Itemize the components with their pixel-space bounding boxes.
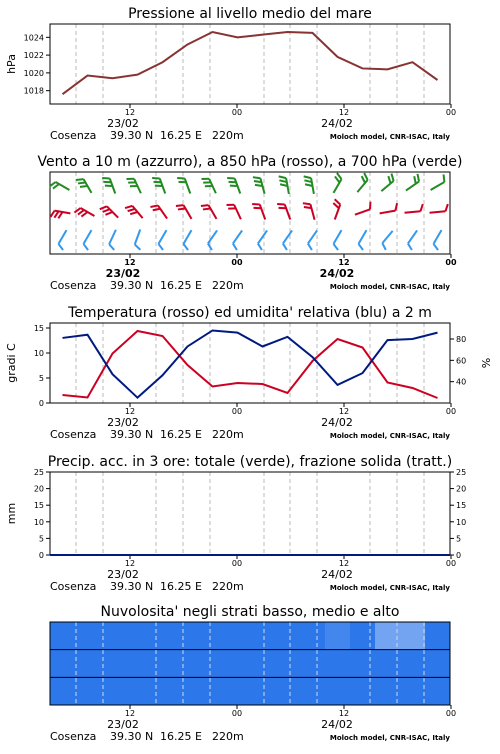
date-label: 23/02: [107, 416, 139, 429]
chart-title: Precip. acc. in 3 ore: totale (verde), frazione solida (tratt.): [47, 454, 453, 470]
plot-frame: [50, 323, 450, 403]
wind-barb: [125, 204, 143, 223]
cloud-cell: [350, 622, 376, 650]
cloud-cell: [225, 622, 251, 650]
y-tick-label: 1018: [23, 86, 44, 96]
cloud-cell: [425, 622, 451, 650]
cloud-cell: [300, 622, 326, 650]
chart-title: Nuvolosita' negli strati basso, medio e alto: [100, 604, 400, 620]
model-credit: Moloch model, CNR-ISAC, Italy: [329, 584, 450, 592]
date-label: 24/02: [321, 568, 353, 581]
wind-barb: [427, 174, 447, 190]
y2-tick-label: 60: [456, 356, 467, 366]
date-label: 23/02: [107, 718, 139, 731]
cloud-cell: [225, 677, 251, 705]
cloud-cell: [250, 650, 276, 678]
y2-tick-label: 15: [456, 501, 467, 511]
y2-tick-label: 25: [456, 468, 467, 477]
cloud-cell: [250, 622, 276, 650]
wind-barb: [201, 202, 217, 222]
y-axis-label: mm: [5, 502, 18, 525]
wind-barb: [202, 176, 216, 196]
time-tick-label: 00: [231, 559, 243, 568]
time-tick-label: 12: [338, 709, 350, 718]
station-lon: 16.25 E: [160, 730, 202, 743]
cloud-cell: [325, 650, 351, 678]
cloud-cell: [150, 677, 176, 705]
wind-barb: [327, 173, 343, 193]
y2-tick-label: 5: [456, 534, 462, 544]
wind-barb: [252, 202, 265, 222]
time-tick-label: 00: [231, 108, 243, 117]
model-credit: Moloch model, CNR-ISAC, Italy: [329, 283, 450, 291]
wind-barb: [378, 203, 398, 213]
station-name: Cosenza: [50, 580, 97, 593]
y-tick-label: 15: [33, 324, 44, 333]
wind-barb: [152, 176, 165, 196]
cloud-cell: [275, 650, 301, 678]
wind-barb: [57, 230, 73, 250]
wind-barb: [157, 230, 173, 250]
time-tick-label: 12: [124, 258, 136, 267]
pressure-line: [63, 32, 438, 94]
cloud-cell: [150, 622, 176, 650]
humidity-line: [63, 330, 438, 397]
y-tick-label: 5: [38, 374, 44, 383]
wind-barb: [227, 176, 240, 196]
station-lon: 16.25 E: [160, 580, 202, 593]
wind-barb: [76, 176, 92, 196]
wind-barb: [432, 230, 448, 250]
wind-barb: [304, 175, 314, 195]
y-tick-label: 1022: [23, 51, 44, 61]
station-lat: 39.30 N: [110, 580, 154, 593]
station-alt: 220m: [212, 730, 244, 743]
station-lon: 16.25 E: [160, 428, 202, 441]
station-alt: 220m: [212, 129, 244, 142]
cloud-cell: [400, 677, 426, 705]
date-label: 23/02: [105, 267, 141, 280]
station-alt: 220m: [212, 279, 244, 292]
wind-barb: [277, 202, 290, 222]
y-tick-label: 10: [33, 517, 44, 527]
cloud-cell: [225, 650, 251, 678]
time-tick-label: 00: [445, 258, 457, 267]
time-tick-label: 00: [445, 709, 457, 718]
wind-barb: [281, 230, 298, 250]
wind-barb: [429, 204, 449, 213]
time-tick-label: 00: [231, 407, 243, 416]
chart-title: Temperatura (rosso) ed umidita' relativa (blu) a 2 m: [68, 305, 432, 321]
wind-barb: [134, 229, 147, 249]
cloud-cell: [300, 650, 326, 678]
station-lon: 16.25 E: [160, 129, 202, 142]
cloud-cell: [50, 622, 76, 650]
wind-barb: [50, 210, 70, 220]
model-credit: Moloch model, CNR-ISAC, Italy: [329, 432, 450, 440]
wind-barb: [402, 174, 422, 191]
time-tick-label: 12: [338, 559, 350, 568]
chart-title: Pressione al livello medio del mare: [128, 6, 372, 22]
y-tick-label: 0: [38, 551, 44, 560]
wind-barb: [82, 230, 98, 250]
y-axis-label: gradi C: [5, 343, 18, 383]
cloud-cell: [100, 622, 126, 650]
wind-barb: [380, 231, 398, 250]
y-tick-label: 1020: [23, 68, 44, 78]
time-tick-label: 00: [445, 108, 457, 117]
station-lon: 16.25 E: [160, 279, 202, 292]
wind-barb: [404, 204, 424, 213]
y-tick-label: 25: [33, 468, 44, 477]
cloud-cell: [125, 650, 151, 678]
cloud-cell: [100, 650, 126, 678]
y2-tick-label: 80: [456, 335, 467, 344]
time-tick-label: 00: [231, 258, 243, 267]
wind-barb: [306, 230, 323, 250]
wind-barb: [206, 230, 223, 250]
cloud-cell: [175, 677, 201, 705]
cloud-cell: [75, 622, 101, 650]
time-tick-label: 00: [445, 559, 457, 568]
model-credit: Moloch model, CNR-ISAC, Italy: [329, 133, 450, 141]
wind-barb: [332, 230, 348, 250]
date-label: 23/02: [107, 568, 139, 581]
wind-barb: [406, 230, 423, 250]
wind-barb: [150, 203, 167, 223]
wind-barb: [328, 199, 341, 219]
cloud-cell: [425, 650, 451, 678]
station-name: Cosenza: [50, 279, 97, 292]
time-tick-label: 12: [338, 407, 350, 416]
cloud-cell: [50, 650, 76, 678]
date-label: 24/02: [319, 267, 355, 280]
cloud-cell: [425, 677, 451, 705]
model-credit: Moloch model, CNR-ISAC, Italy: [329, 734, 450, 742]
cloud-cell: [125, 622, 151, 650]
wind-barb: [127, 176, 141, 196]
wind-barb: [357, 230, 373, 250]
cloud-cell: [200, 650, 226, 678]
y-tick-label: 20: [33, 484, 44, 494]
time-tick-label: 00: [231, 709, 243, 718]
y-tick-label: 15: [33, 501, 44, 511]
station-name: Cosenza: [50, 730, 97, 743]
y-tick-label: 10: [33, 349, 44, 358]
wind-barb: [377, 174, 396, 192]
cloud-cell: [200, 622, 226, 650]
cloud-cell: [175, 650, 201, 678]
y2-tick-label: 10: [456, 517, 467, 527]
wind-barb: [353, 202, 373, 215]
wind-barb: [49, 181, 69, 197]
station-name: Cosenza: [50, 428, 97, 441]
y-tick-label: 1024: [23, 33, 44, 43]
wind-barb: [177, 176, 190, 196]
date-label: 24/02: [321, 416, 353, 429]
wind-barb: [231, 230, 248, 250]
wind-barb: [227, 202, 241, 222]
cloud-cell: [275, 622, 301, 650]
wind-barb: [74, 207, 94, 223]
cloud-cell: [50, 677, 76, 705]
wind-barb: [108, 230, 122, 250]
wind-barb: [279, 175, 289, 195]
cloud-cell: [75, 650, 101, 678]
cloud-cell: [400, 622, 426, 650]
wind-barb: [303, 201, 315, 221]
y2-tick-label: 0: [456, 551, 462, 560]
wind-barb: [100, 204, 118, 222]
cloud-cell: [400, 650, 426, 678]
date-label: 24/02: [321, 117, 353, 130]
station-lat: 39.30 N: [110, 279, 154, 292]
cloud-cell: [175, 622, 201, 650]
time-tick-label: 12: [338, 258, 350, 267]
wind-barb: [176, 202, 192, 222]
y2-axis-label: %: [480, 357, 493, 369]
time-tick-label: 12: [124, 709, 136, 718]
time-tick-label: 12: [338, 108, 350, 117]
cloud-cell: [250, 677, 276, 705]
temperature-line: [63, 331, 438, 398]
cloud-cell: [125, 677, 151, 705]
date-label: 23/02: [107, 117, 139, 130]
station-name: Cosenza: [50, 129, 97, 142]
y2-tick-label: 40: [456, 377, 467, 387]
date-label: 24/02: [321, 718, 353, 731]
station-lat: 39.30 N: [110, 129, 154, 142]
cloud-cell: [300, 677, 326, 705]
cloud-cell: [100, 677, 126, 705]
station-lat: 39.30 N: [110, 428, 154, 441]
y2-tick-label: 20: [456, 484, 467, 494]
plot-frame: [50, 472, 450, 555]
cloud-cell: [350, 650, 376, 678]
cloud-cell: [325, 677, 351, 705]
cloud-cell: [325, 622, 351, 650]
time-tick-label: 00: [445, 407, 457, 416]
wind-barb: [182, 230, 198, 250]
chart-title: Vento a 10 m (azzurro), a 850 hPa (rosso), a 700 hPa (verde): [37, 154, 463, 170]
time-tick-label: 12: [124, 108, 136, 117]
wind-barb: [256, 230, 273, 250]
wind-barb: [352, 173, 370, 192]
station-alt: 220m: [212, 580, 244, 593]
wind-barb: [253, 175, 265, 195]
cloud-cell: [200, 677, 226, 705]
y-tick-label: 0: [38, 399, 44, 408]
cloud-cell: [350, 677, 376, 705]
y-axis-label: hPa: [5, 54, 18, 74]
cloud-cell: [150, 650, 176, 678]
cloud-cell: [275, 677, 301, 705]
y-tick-label: 5: [38, 534, 44, 544]
station-lat: 39.30 N: [110, 730, 154, 743]
wind-barb: [102, 176, 115, 196]
time-tick-label: 12: [124, 407, 136, 416]
time-tick-label: 12: [124, 559, 136, 568]
cloud-cell: [75, 677, 101, 705]
station-alt: 220m: [212, 428, 244, 441]
